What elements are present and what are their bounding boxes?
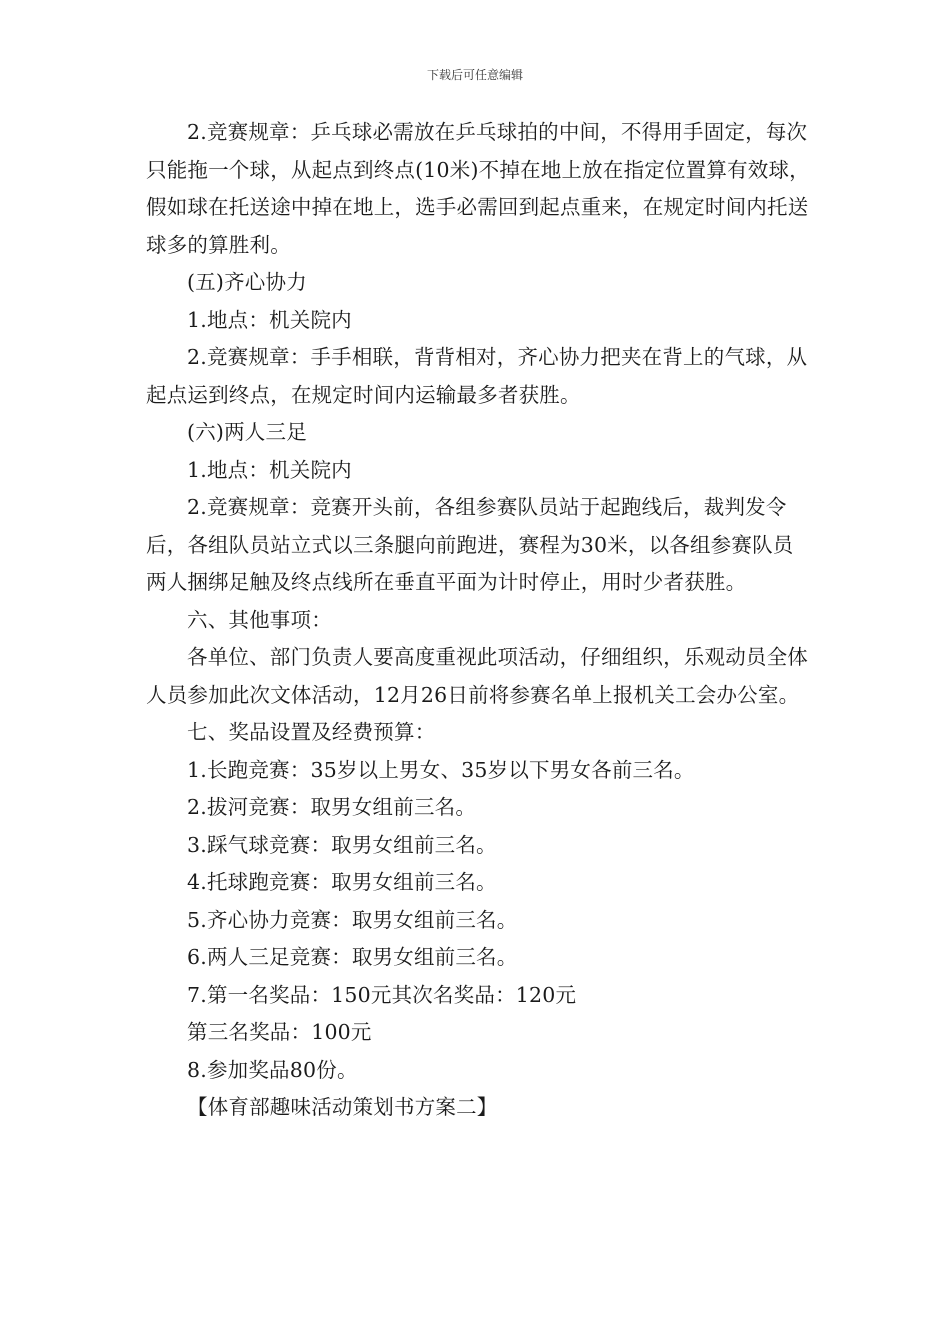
list-item: 2.拔河竞赛：取男女组前三名。 (187, 795, 477, 819)
paragraph-rules-balloon: 2.竞赛规章：手手相联，背背相对，齐心协力把夹在背上的气球，从起点运到终点，在规定时间内运输最多者获胜。 (146, 345, 808, 407)
section-heading-prizes: 七、奖品设置及经费预算： (187, 720, 436, 744)
paragraph-rules-pingpong: 2.竞赛规章：乒乓球必需放在乒乓球拍的中间，不得用手固定，每次只能拖一个球，从起点到终点(10米)不掉在地上放在指定位置算有效球，假如球在托送途中掉在地上，选手必需回到起点重来，在规定时间内托送球多的算胜利。 (146, 120, 810, 257)
list-item: 8.参加奖品80份。 (187, 1057, 358, 1082)
list-item: 4.托球跑竞赛：取男女组前三名。 (187, 870, 497, 894)
list-item: 5.齐心协力竞赛：取男女组前三名。 (187, 907, 518, 932)
paragraph-location: 1.地点：机关院内 (187, 457, 352, 482)
paragraph-other-matters: 各单位、部门负责人要高度重视此项活动，仔细组织，乐观动员全体人员参加此次文体活动，12月26日前将参赛名单上报机关工会办公室。 (146, 645, 808, 707)
list-item: 3.踩气球竞赛：取男女组前三名。 (187, 832, 497, 857)
section-heading-five: (五)齐心协力 (187, 270, 307, 294)
paragraph-location: 1.地点：机关院内 (187, 307, 352, 332)
header-note: 下载后可任意编辑 (426, 68, 523, 82)
list-item: 第三名奖品：100元 (187, 1020, 372, 1044)
document-body (146, 114, 814, 1127)
list-item: 1.长跑竞赛：35岁以上男女、35岁以下男女各前三名。 (187, 757, 695, 782)
section-title-plan-two: 【体育部趣味活动策划书方案二】 (187, 1095, 498, 1119)
section-heading-six: (六)两人三足 (187, 420, 307, 444)
section-heading-other-matters: 六、其他事项： (187, 607, 332, 632)
list-item: 7.第一名奖品：150元其次名奖品：120元 (187, 982, 577, 1007)
paragraph-rules-three-legged: 2.竞赛规章：竞赛开头前，各组参赛队员站于起跑线后，裁判发令后，各组队员站立式以三条腿向前跑进，赛程为30米，以各组参赛队员两人捆绑足触及终点线所在垂直平面为计时停止，用时少者获胜。 (146, 495, 794, 594)
list-item: 6.两人三足竞赛：取男女组前三名。 (187, 945, 518, 969)
